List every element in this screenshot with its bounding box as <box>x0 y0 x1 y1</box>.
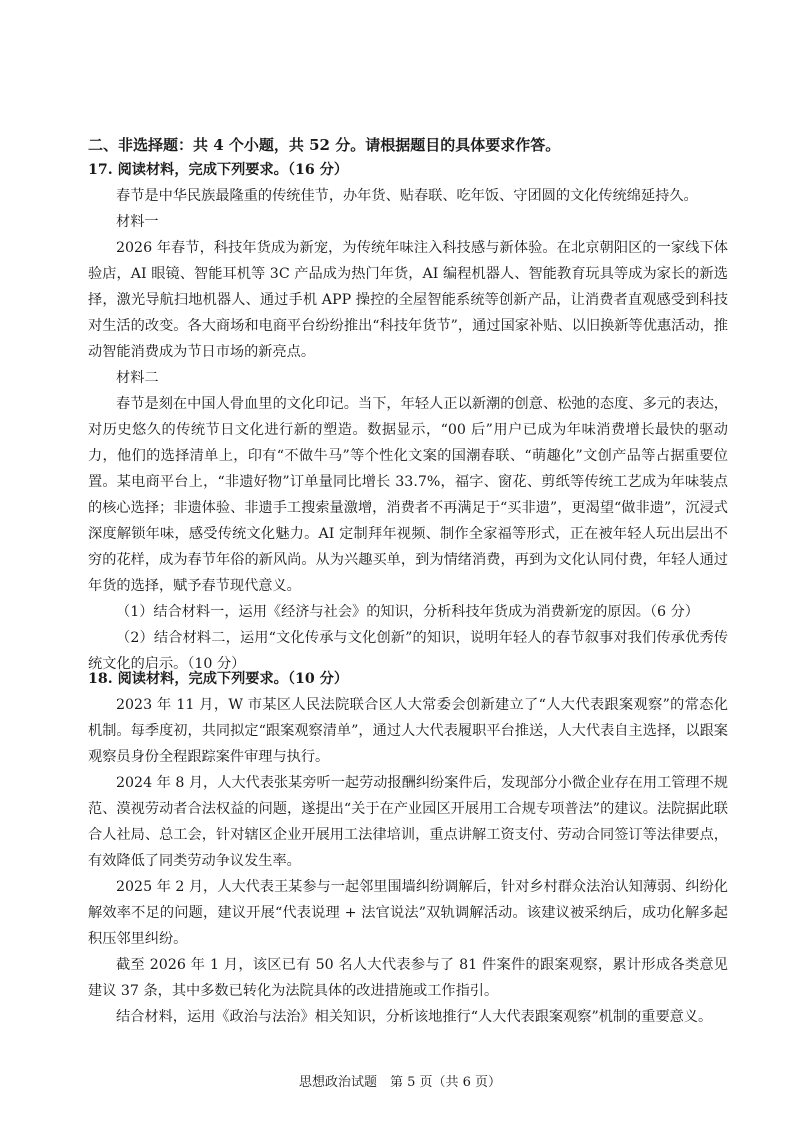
q17-material2-label: 材料二 <box>116 370 159 386</box>
q18-task: 结合材料，运用《政治与法治》相关知识，分析该地推行“人大代表跟案观察”机制的重要意义。 <box>116 1009 713 1025</box>
page-footer: 思想政治试题 第 5 页（共 6 页） <box>298 1075 502 1090</box>
q17-sub2: （2）结合材料二，运用“文化传承与文化创新”的知识，说明年轻人的春节叙事对我们传承优秀传统文化的启示。（10 分） <box>88 630 728 672</box>
q17-intro: 春节是中华民族最隆重的传统佳节，办年货、贴春联、吃年饭、守团圆的文化传统绵延持久。 <box>116 188 698 204</box>
q17-material1-text: 2026 年春节，科技年货成为新宠，为传统年味注入科技感与新体验。在北京朝阳区的一家线下体验店，AI 眼镜、智能耳机等 3C 产品成为热门年货，AI 编程机器人、智能教育玩具等成为家长的新选择，激光导航扫地机器人、通过手机 APP 操控的全屋智能系统等创新产品，让消费者直观感受到科技对生活的改变。各大商场和电商平台纷纷推出“科技年货节”，通过国家补贴、以旧换新等优惠活动，推动智能消费成为节日市场的新亮点。 <box>88 240 728 360</box>
question-18 <box>88 666 728 1030</box>
q17-title: 17. 阅读材料，完成下列要求。（16 分） <box>88 162 349 178</box>
question-17 <box>88 157 728 677</box>
q17-material1-label: 材料一 <box>116 214 159 230</box>
q18-paragraph-1: 2023 年 11 月，W 市某区人民法院联合区人大常委会创新建立了“人大代表跟案观察”的常态化机制。每季度初，共同拟定“跟案观察清单”，通过人大代表履职平台推送，人大代表自主选择，以跟案观察员身份全程跟踪案件审理与执行。 <box>88 697 728 765</box>
section-heading: 二、非选择题：共 4 个小题，共 52 分。请根据题目的具体要求作答。 <box>88 136 561 154</box>
q17-sub1: （1）结合材料一，运用《经济与社会》的知识，分析科技年货成为消费新宠的原因。（6 分） <box>116 604 699 620</box>
q17-material2-text: 春节是刻在中国人骨血里的文化印记。当下，年轻人正以新潮的创意、松弛的态度、多元的表达，对历史悠久的传统节日文化进行新的塑造。数据显示，“00 后”用户已成为年味消费增长最快的驱动力，他们的选择清单上，印有“不做牛马”等个性化文案的国潮春联、“萌趣化”文创产品等占据重要位置。某电商平台上，“非遗好物”订单量同比增长 33.7%，福字、窗花、剪纸等传统工艺成为年味装点的核心选择；非遗体验、非遗手工搜索量激增，消费者不再满足于“买非遗”，更渴望“做非遗”，沉浸式深度解锁年味，感受传统文化魅力。AI 定制拜年视频、制作全家福等形式，正在被年轻人玩出层出不穷的花样，成为春节年俗的新风尚。从为兴趣买单，到为情绪消费，再到为文化认同付费，年轻人通过年货的选择，赋予春节现代意义。 <box>88 396 728 594</box>
q18-title: 18. 阅读材料，完成下列要求。（10 分） <box>88 671 349 687</box>
q18-paragraph-3: 2025 年 2 月，人大代表王某参与一起邻里围墙纠纷调解后，针对乡村群众法治认知薄弱、纠纷化解效率不足的问题，建议开展“代表说理 + 法官说法”双轨调解活动。该建议被采纳后，成功化解多起积压邻里纠纷。 <box>88 879 728 947</box>
q18-paragraph-2: 2024 年 8 月，人大代表张某旁听一起劳动报酬纠纷案件后，发现部分小微企业存在用工管理不规范、漠视劳动者合法权益的问题，遂提出“关于在产业园区开展用工合规专项普法”的建议。法院据此联合人社局、总工会，针对辖区企业开展用工法律培训，重点讲解工资支付、劳动合同签订等法律要点，有效降低了同类劳动争议发生率。 <box>88 775 728 869</box>
q18-paragraph-4: 截至 2026 年 1 月，该区已有 50 名人大代表参与了 81 件案件的跟案观察，累计形成各类意见建议 37 条，其中多数已转化为法院具体的改进措施或工作指引。 <box>88 957 728 999</box>
